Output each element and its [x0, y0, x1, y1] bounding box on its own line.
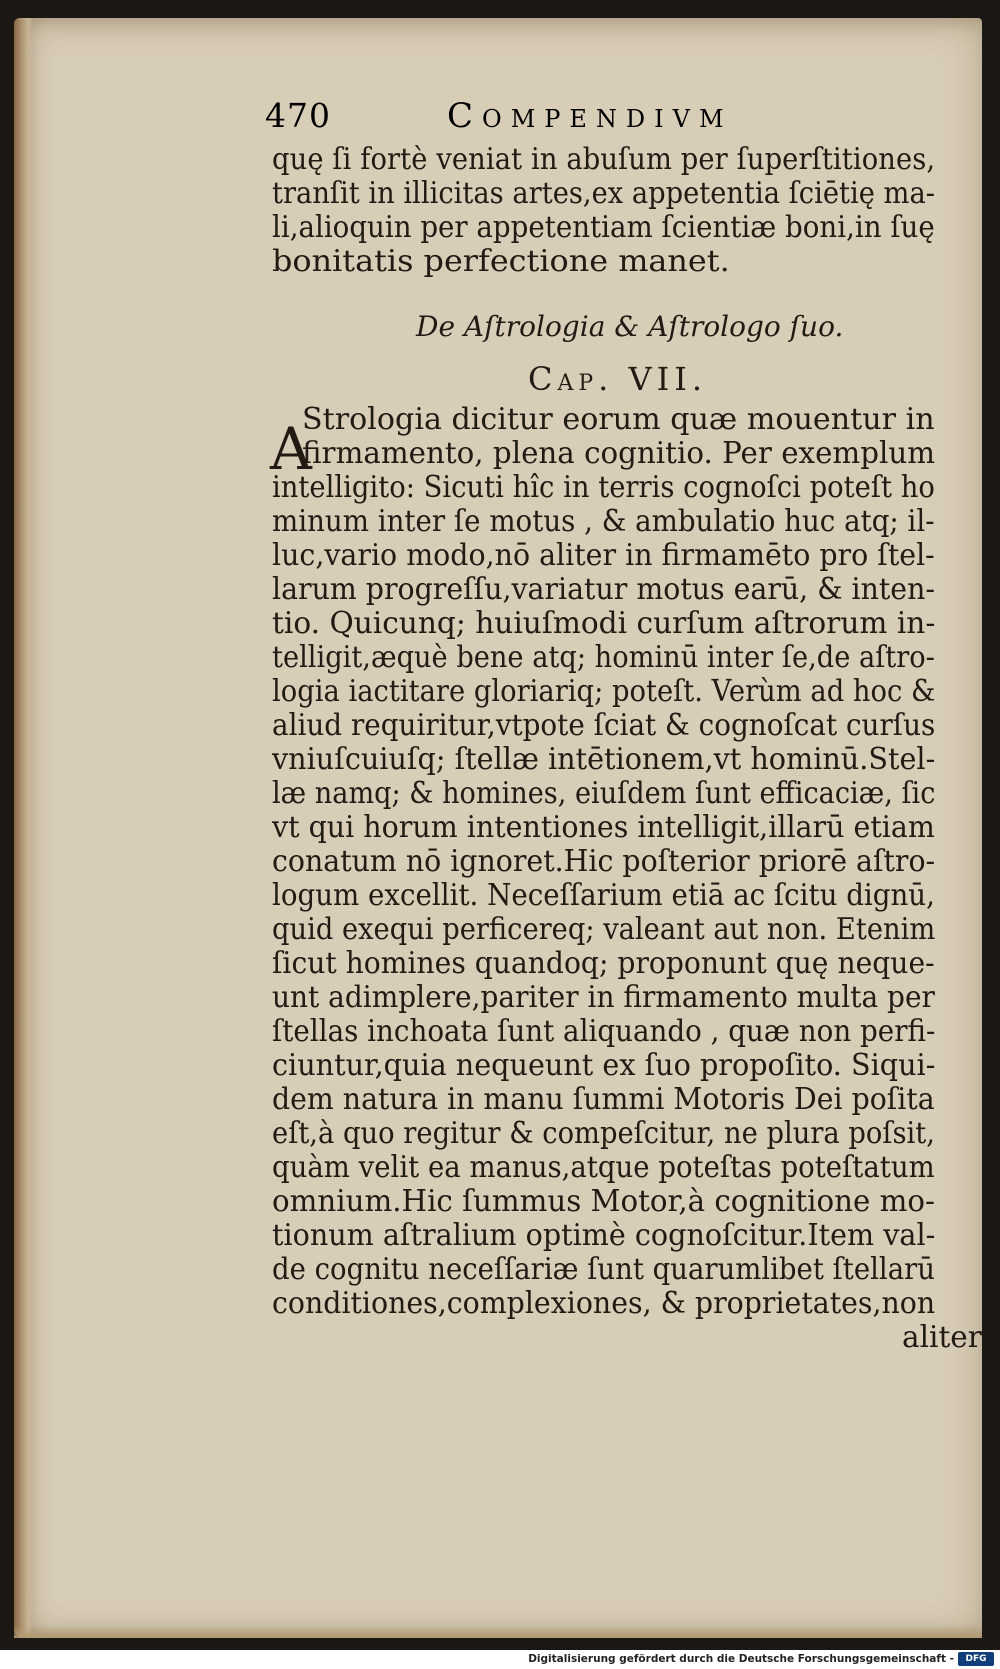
text-line: tio. Quicunq; huiuſmodi curſum aſtrorum in- [272, 606, 936, 640]
funding-credit: Digitalisierung gefördert durch die Deutsche Forschungsgemeinschaft - [528, 1653, 954, 1665]
text-line: de cognitu neceſſariæ ſunt quarumlibet ſtellarū [272, 1252, 935, 1286]
text-line: logum excellit. Neceſſarium etiā ac ſcitu dignū, [272, 878, 935, 912]
text-line: læ namq; & homines, eiuſdem ſunt efficaciæ, ſic [272, 776, 936, 810]
text-line: ciuntur,quia nequeunt ex ſuo propoſito. Siqui- [272, 1048, 936, 1082]
text-line: bonitatis perfectione manet. [272, 244, 730, 278]
text-line: tranſit in illicitas artes,ex appetentia ſciētię ma- [272, 176, 935, 210]
text-line: eſt,à quo regitur & compeſcitur, ne plura poſsit, [272, 1116, 936, 1150]
digitization-footer [0, 1650, 1000, 1669]
text-line: dem natura in manu ſummi Motoris Dei poſita [272, 1082, 935, 1116]
running-head [265, 96, 985, 146]
text-line: li,alioquin per appetentiam ſcientiæ boni,in ſuę [272, 210, 935, 244]
running-title: Compendivm [447, 96, 733, 136]
text-line: unt adimplere,pariter in firmamento multa per [272, 980, 935, 1014]
text-line: quę ſi fortè veniat in abuſum per ſuperſtitiones, [272, 142, 936, 176]
text-line: conditiones,complexiones, & proprietates,non [272, 1286, 936, 1320]
text-line: intelligito: Sicuti hîc in terris cognoſci poteſt ho [272, 470, 935, 504]
page-gutter-shadow [14, 18, 34, 1638]
text-line: Strologia dicitur eorum quæ mouentur in [302, 402, 935, 436]
text-line: vt qui horum intentiones intelligit,illarū etiam [272, 810, 935, 844]
text-line: larum progreſſu,variatur motus earū, & inten- [272, 572, 935, 606]
text-line: logia iactitare gloriariq; poteſt. Verùm ad hoc & [272, 674, 936, 708]
text-line: luc,vario modo,nō aliter in firmamēto pro ſtel- [272, 538, 935, 572]
text-line: minum inter ſe motus , & ambulatio huc atq; il- [272, 504, 935, 538]
text-line: ſtellas inchoata ſunt aliquando , quæ non perfi- [272, 1014, 936, 1048]
text-line: firmamento, plena cognitio. Per exemplum [302, 436, 936, 470]
chapter-heading: Cap. VII. [528, 360, 708, 398]
page-bottom-edge [14, 1626, 982, 1638]
dfg-logo-icon: DFG [958, 1652, 994, 1666]
text-line: ſicut homines quandoq; proponunt quę neque- [272, 946, 935, 980]
text-line: telligit,æquè bene atq; hominū inter ſe,de aſtro- [272, 640, 935, 674]
drop-initial: A [270, 415, 312, 483]
page-number: 470 [265, 96, 331, 135]
text-line: tionum aſtralium optimè cognoſcitur.Item val- [272, 1218, 936, 1252]
text-line: vniuſcuiuſq; ſtellæ intētionem,vt hominū.Stel- [272, 742, 936, 776]
section-subheading: De Aſtrologia & Aſtrologo ſuo. [416, 310, 844, 343]
text-line: quid exequi perficereq; valeant aut non. Etenim [272, 912, 936, 946]
catchword: aliter [902, 1320, 982, 1354]
text-line: aliud requiritur,vtpote ſciat & cognoſcat curſus [272, 708, 936, 742]
text-line: omnium.Hic ſummus Motor,à cognitione mo- [272, 1184, 935, 1218]
text-line: conatum nō ignoret.Hic poſterior priorē aſtro- [272, 844, 936, 878]
text-line: quàm velit ea manus,atque poteſtas poteſtatum [272, 1150, 935, 1184]
